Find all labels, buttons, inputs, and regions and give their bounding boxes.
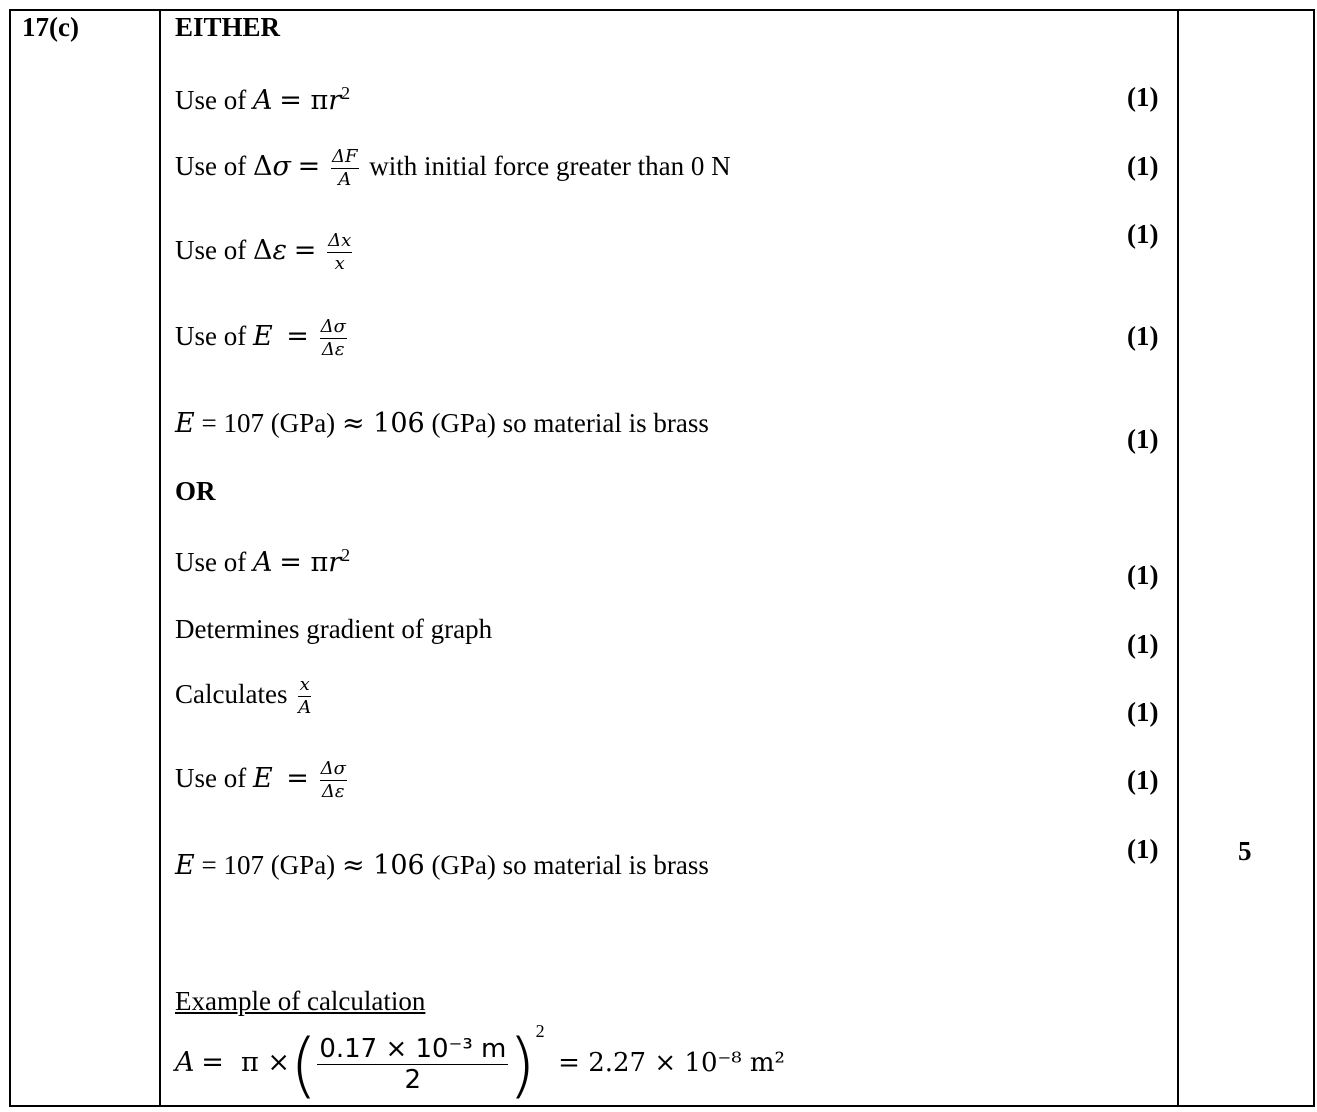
mark-or-3: (1) (1127, 697, 1159, 727)
question-number: 17(c) (22, 12, 79, 42)
mark-or-1: (1) (1127, 560, 1159, 590)
fraction: $\frac{\Delta\sigma}{\Delta\varepsilon}$ (320, 758, 346, 802)
fraction: $\frac{\Delta F}{A}$ (332, 146, 358, 190)
either-line-1: Use of $A = \pi r^2$ (175, 83, 351, 116)
or-line-1: Use of $A = \pi r^2$ (175, 545, 351, 578)
total-marks: 5 (1238, 836, 1252, 866)
mark-or-2: (1) (1127, 629, 1159, 659)
fraction: $\frac{\Delta\sigma}{\Delta\varepsilon}$ (320, 316, 346, 360)
mark-either-5: (1) (1127, 424, 1159, 454)
either-line-2: Use of Δσ = $\frac{\Delta F}{A}$ with initial force greater than 0 N (175, 146, 731, 190)
either-line-5: E = 107 (GPa) ≈ 106 (GPa) so material is brass (175, 408, 709, 439)
or-heading: OR (175, 476, 216, 506)
example-heading: Example of calculation (175, 986, 426, 1016)
column-divider (159, 11, 161, 1105)
or-line-5: E = 107 (GPa) ≈ 106 (GPa) so material is brass (175, 850, 709, 881)
or-line-3: Calculates $\frac{x}{A}$ (175, 674, 312, 718)
mark-either-4: (1) (1127, 321, 1159, 351)
mark-or-4: (1) (1127, 765, 1159, 795)
mark-either-3: (1) (1127, 219, 1159, 249)
fraction: $\frac{x}{A}$ (298, 674, 312, 718)
fraction: $\frac{\Delta x}{x}$ (328, 230, 352, 274)
mark-either-2: (1) (1127, 151, 1159, 181)
or-line-2: Determines gradient of graph (175, 614, 493, 644)
mark-or-5: (1) (1127, 834, 1159, 864)
or-line-4: Use of E = $\frac{\Delta\sigma}{\Delta\varepsilon}$ (175, 758, 346, 802)
either-line-4: Use of E = $\frac{\Delta\sigma}{\Delta\varepsilon}$ (175, 316, 346, 360)
either-line-3: Use of Δε = $\frac{\Delta x}{x}$ (175, 230, 352, 274)
mark-either-1: (1) (1127, 82, 1159, 112)
example-fraction: $\frac{\text{0.17 × 10⁻³ m}}{2}$ (319, 1034, 507, 1096)
example-equation: A = π ×( $\frac{\text{0.17 × 10⁻³ m}}{2}$ )$^2$ = 2.27 × 10⁻⁸ m² (175, 1021, 785, 1106)
column-divider (1177, 11, 1179, 1105)
either-heading: EITHER (175, 12, 281, 42)
